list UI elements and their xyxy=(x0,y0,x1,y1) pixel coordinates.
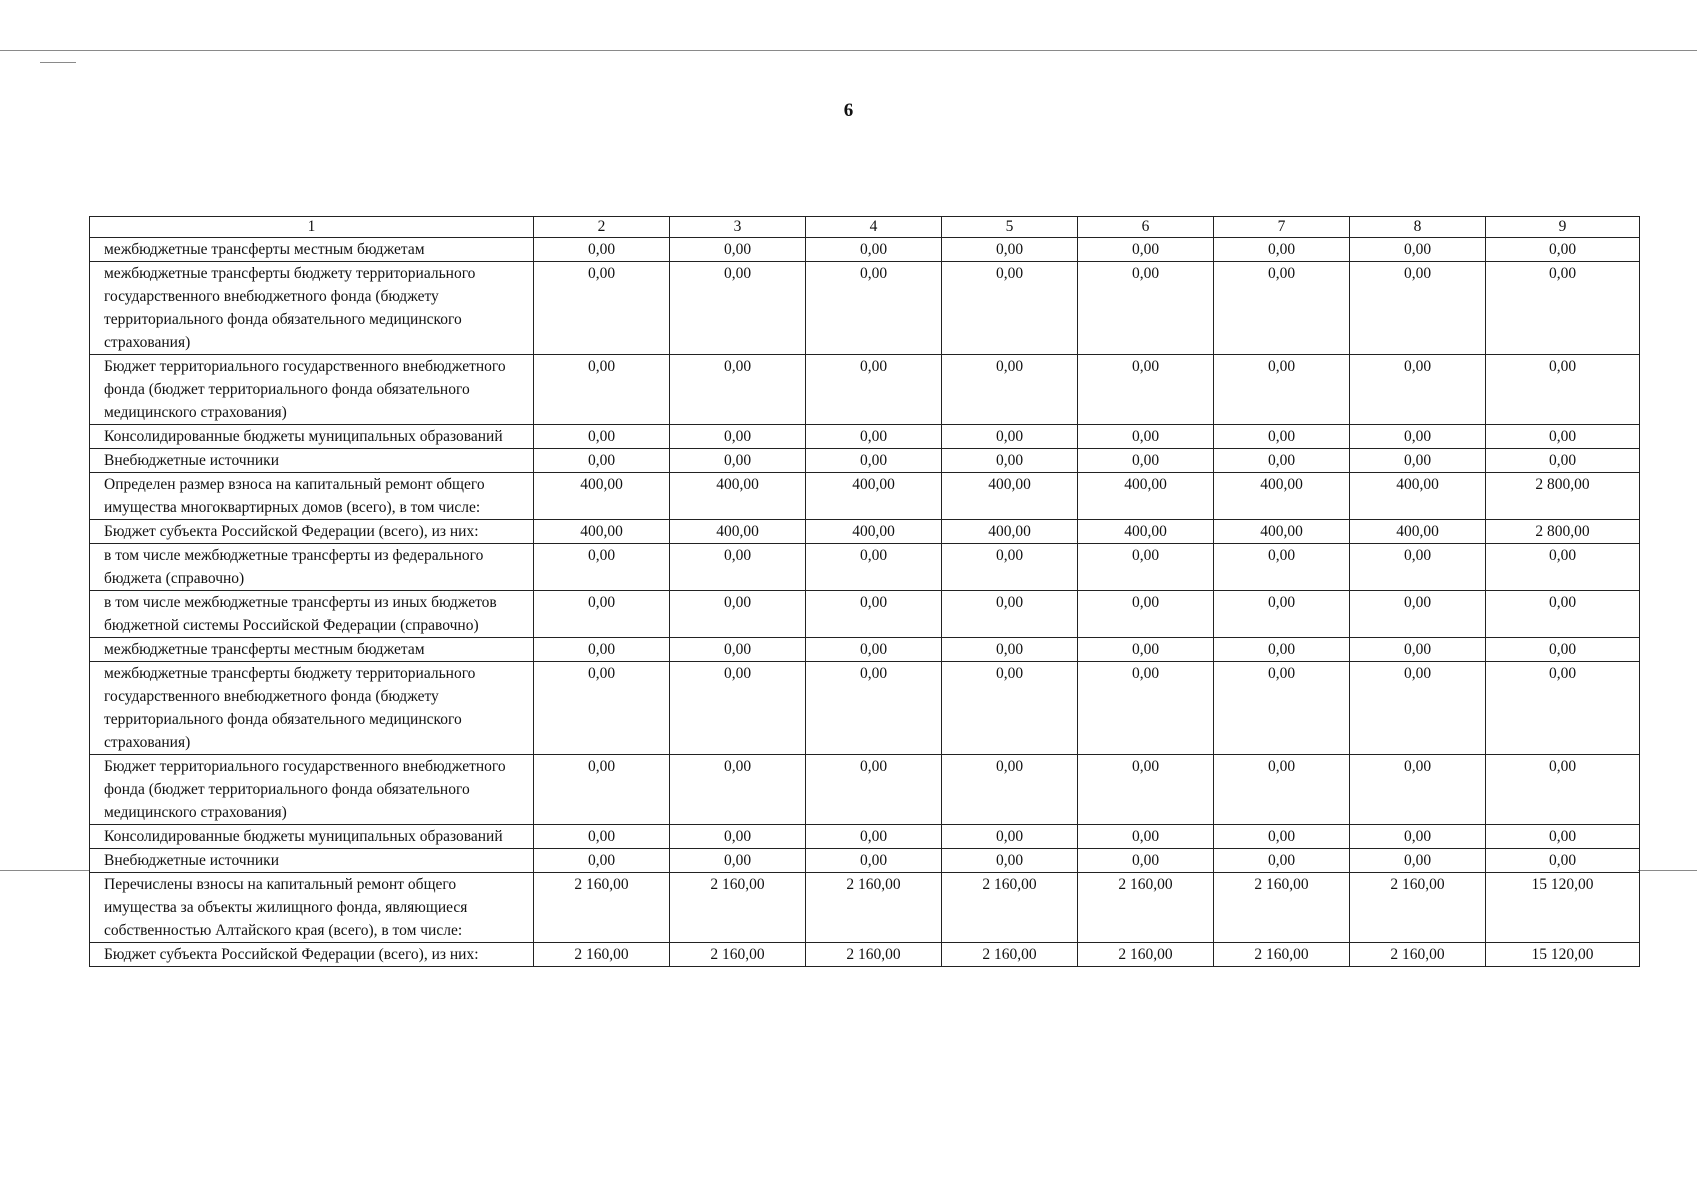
value-cell: 0,00 xyxy=(806,591,942,638)
value-cell: 0,00 xyxy=(1214,849,1350,873)
value-cell: 0,00 xyxy=(1350,849,1486,873)
table-row xyxy=(90,638,1640,662)
value-cell: 0,00 xyxy=(1078,544,1214,591)
value-cell: 0,00 xyxy=(942,638,1078,662)
value-cell: 2 800,00 xyxy=(1486,473,1640,520)
value-cell: 0,00 xyxy=(1350,262,1486,355)
value-cell: 0,00 xyxy=(1486,662,1640,755)
value-cell: 0,00 xyxy=(670,449,806,473)
scan-artifact-line xyxy=(0,870,90,871)
value-cell: 0,00 xyxy=(806,825,942,849)
value-cell: 2 160,00 xyxy=(806,943,942,967)
column-header: 5 xyxy=(942,217,1078,238)
row-label: Консолидированные бюджеты муниципальных образований xyxy=(90,425,534,449)
value-cell: 0,00 xyxy=(534,262,670,355)
row-label: межбюджетные трансферты местным бюджетам xyxy=(90,238,534,262)
value-cell: 0,00 xyxy=(1214,425,1350,449)
value-cell: 0,00 xyxy=(670,591,806,638)
value-cell: 0,00 xyxy=(942,544,1078,591)
header-row xyxy=(90,217,1640,238)
row-label: Внебюджетные источники xyxy=(90,449,534,473)
value-cell: 0,00 xyxy=(1486,638,1640,662)
value-cell: 0,00 xyxy=(1350,755,1486,825)
value-cell: 0,00 xyxy=(1486,262,1640,355)
table-row xyxy=(90,425,1640,449)
value-cell: 0,00 xyxy=(1214,238,1350,262)
value-cell: 2 160,00 xyxy=(534,873,670,943)
value-cell: 0,00 xyxy=(806,662,942,755)
value-cell: 400,00 xyxy=(806,473,942,520)
page-number: 6 xyxy=(843,100,854,121)
value-cell: 0,00 xyxy=(1214,544,1350,591)
value-cell: 400,00 xyxy=(534,520,670,544)
value-cell: 0,00 xyxy=(670,849,806,873)
value-cell: 0,00 xyxy=(670,544,806,591)
value-cell: 0,00 xyxy=(1486,755,1640,825)
value-cell: 0,00 xyxy=(670,755,806,825)
value-cell: 0,00 xyxy=(1214,755,1350,825)
value-cell: 0,00 xyxy=(1350,544,1486,591)
value-cell: 0,00 xyxy=(1350,825,1486,849)
table-row xyxy=(90,449,1640,473)
value-cell: 0,00 xyxy=(1486,544,1640,591)
value-cell: 0,00 xyxy=(1486,355,1640,425)
value-cell: 0,00 xyxy=(942,238,1078,262)
table-row xyxy=(90,520,1640,544)
row-label: межбюджетные трансферты бюджету территориального государственного внебюджетного фонда (бюджету территориального фонда обязательного медицинского страхования) xyxy=(90,262,534,355)
value-cell: 0,00 xyxy=(534,355,670,425)
value-cell: 400,00 xyxy=(806,520,942,544)
value-cell: 0,00 xyxy=(1078,425,1214,449)
value-cell: 2 160,00 xyxy=(1078,873,1214,943)
value-cell: 0,00 xyxy=(1214,262,1350,355)
value-cell: 0,00 xyxy=(534,638,670,662)
value-cell: 400,00 xyxy=(1078,473,1214,520)
row-label: Определен размер взноса на капитальный ремонт общего имущества многоквартирных домов (всего), в том числе: xyxy=(90,473,534,520)
value-cell: 0,00 xyxy=(1078,638,1214,662)
value-cell: 0,00 xyxy=(1078,662,1214,755)
value-cell: 2 160,00 xyxy=(1078,943,1214,967)
value-cell: 0,00 xyxy=(1486,238,1640,262)
column-header: 1 xyxy=(90,217,534,238)
value-cell: 0,00 xyxy=(534,238,670,262)
value-cell: 15 120,00 xyxy=(1486,873,1640,943)
value-cell: 0,00 xyxy=(1486,449,1640,473)
table-row xyxy=(90,755,1640,825)
table-row xyxy=(90,873,1640,943)
value-cell: 0,00 xyxy=(806,238,942,262)
value-cell: 400,00 xyxy=(670,520,806,544)
value-cell: 0,00 xyxy=(670,638,806,662)
value-cell: 0,00 xyxy=(670,425,806,449)
value-cell: 0,00 xyxy=(534,825,670,849)
row-label: в том числе межбюджетные трансферты из иных бюджетов бюджетной системы Российской Федерации (справочно) xyxy=(90,591,534,638)
value-cell: 0,00 xyxy=(1078,755,1214,825)
value-cell: 2 160,00 xyxy=(942,943,1078,967)
value-cell: 2 160,00 xyxy=(1214,943,1350,967)
value-cell: 0,00 xyxy=(1486,591,1640,638)
value-cell: 0,00 xyxy=(1214,825,1350,849)
value-cell: 0,00 xyxy=(670,825,806,849)
value-cell: 0,00 xyxy=(1486,849,1640,873)
value-cell: 0,00 xyxy=(806,544,942,591)
value-cell: 0,00 xyxy=(1486,425,1640,449)
value-cell: 0,00 xyxy=(1078,825,1214,849)
value-cell: 0,00 xyxy=(942,449,1078,473)
value-cell: 400,00 xyxy=(1214,473,1350,520)
row-label: межбюджетные трансферты местным бюджетам xyxy=(90,638,534,662)
value-cell: 0,00 xyxy=(1350,662,1486,755)
value-cell: 400,00 xyxy=(1214,520,1350,544)
value-cell: 0,00 xyxy=(942,425,1078,449)
column-header: 3 xyxy=(670,217,806,238)
table-row xyxy=(90,849,1640,873)
row-label: Консолидированные бюджеты муниципальных образований xyxy=(90,825,534,849)
value-cell: 0,00 xyxy=(806,355,942,425)
value-cell: 0,00 xyxy=(534,591,670,638)
value-cell: 0,00 xyxy=(1486,825,1640,849)
table-row xyxy=(90,473,1640,520)
value-cell: 0,00 xyxy=(1350,638,1486,662)
value-cell: 0,00 xyxy=(670,355,806,425)
value-cell: 0,00 xyxy=(534,662,670,755)
value-cell: 0,00 xyxy=(806,638,942,662)
value-cell: 0,00 xyxy=(1214,449,1350,473)
row-label: Бюджет субъекта Российской Федерации (всего), из них: xyxy=(90,943,534,967)
value-cell: 0,00 xyxy=(1350,449,1486,473)
scan-artifact-line xyxy=(40,62,76,63)
column-header: 4 xyxy=(806,217,942,238)
value-cell: 0,00 xyxy=(1078,591,1214,638)
row-label: Внебюджетные источники xyxy=(90,849,534,873)
value-cell: 0,00 xyxy=(942,591,1078,638)
budget-table xyxy=(89,216,1640,967)
value-cell: 0,00 xyxy=(806,449,942,473)
column-header: 8 xyxy=(1350,217,1486,238)
value-cell: 0,00 xyxy=(806,755,942,825)
value-cell: 15 120,00 xyxy=(1486,943,1640,967)
value-cell: 0,00 xyxy=(1214,591,1350,638)
value-cell: 0,00 xyxy=(670,262,806,355)
column-header: 6 xyxy=(1078,217,1214,238)
row-label: Бюджет субъекта Российской Федерации (всего), из них: xyxy=(90,520,534,544)
value-cell: 400,00 xyxy=(942,520,1078,544)
value-cell: 2 160,00 xyxy=(1350,943,1486,967)
value-cell: 0,00 xyxy=(1350,425,1486,449)
table-row xyxy=(90,662,1640,755)
table-row xyxy=(90,591,1640,638)
value-cell: 0,00 xyxy=(1350,238,1486,262)
value-cell: 400,00 xyxy=(534,473,670,520)
value-cell: 0,00 xyxy=(1078,262,1214,355)
table-row xyxy=(90,262,1640,355)
table-row xyxy=(90,544,1640,591)
value-cell: 0,00 xyxy=(1214,662,1350,755)
value-cell: 0,00 xyxy=(942,849,1078,873)
table-body xyxy=(90,238,1640,967)
scan-artifact-line xyxy=(1638,870,1697,871)
value-cell: 0,00 xyxy=(534,449,670,473)
value-cell: 400,00 xyxy=(1350,520,1486,544)
table-row xyxy=(90,355,1640,425)
value-cell: 0,00 xyxy=(942,825,1078,849)
value-cell: 0,00 xyxy=(534,849,670,873)
value-cell: 0,00 xyxy=(1214,638,1350,662)
column-header: 9 xyxy=(1486,217,1640,238)
value-cell: 400,00 xyxy=(1350,473,1486,520)
value-cell: 0,00 xyxy=(534,425,670,449)
value-cell: 2 160,00 xyxy=(534,943,670,967)
value-cell: 0,00 xyxy=(806,262,942,355)
value-cell: 0,00 xyxy=(942,262,1078,355)
value-cell: 0,00 xyxy=(534,755,670,825)
value-cell: 0,00 xyxy=(670,662,806,755)
table-row xyxy=(90,825,1640,849)
value-cell: 2 160,00 xyxy=(670,873,806,943)
value-cell: 400,00 xyxy=(670,473,806,520)
value-cell: 0,00 xyxy=(942,755,1078,825)
value-cell: 2 160,00 xyxy=(1214,873,1350,943)
value-cell: 0,00 xyxy=(670,238,806,262)
value-cell: 2 160,00 xyxy=(942,873,1078,943)
value-cell: 2 160,00 xyxy=(806,873,942,943)
row-label: в том числе межбюджетные трансферты из федерального бюджета (справочно) xyxy=(90,544,534,591)
value-cell: 0,00 xyxy=(1078,849,1214,873)
value-cell: 400,00 xyxy=(942,473,1078,520)
value-cell: 0,00 xyxy=(1350,591,1486,638)
row-label: межбюджетные трансферты бюджету территориального государственного внебюджетного фонда (бюджету территориального фонда обязательного медицинского страхования) xyxy=(90,662,534,755)
value-cell: 0,00 xyxy=(942,355,1078,425)
column-header: 2 xyxy=(534,217,670,238)
value-cell: 0,00 xyxy=(1350,355,1486,425)
column-header: 7 xyxy=(1214,217,1350,238)
scan-artifact-line xyxy=(0,50,1697,51)
value-cell: 2 800,00 xyxy=(1486,520,1640,544)
row-label: Бюджет территориального государственного внебюджетного фонда (бюджет территориального фонда обязательного медицинского страхования) xyxy=(90,755,534,825)
value-cell: 0,00 xyxy=(534,544,670,591)
value-cell: 2 160,00 xyxy=(670,943,806,967)
value-cell: 400,00 xyxy=(1078,520,1214,544)
value-cell: 0,00 xyxy=(806,425,942,449)
row-label: Бюджет территориального государственного внебюджетного фонда (бюджет территориального фонда обязательного медицинского страхования) xyxy=(90,355,534,425)
value-cell: 0,00 xyxy=(942,662,1078,755)
value-cell: 0,00 xyxy=(1078,449,1214,473)
value-cell: 0,00 xyxy=(1078,355,1214,425)
value-cell: 0,00 xyxy=(806,849,942,873)
row-label: Перечислены взносы на капитальный ремонт общего имущества за объекты жилищного фонда, являющиеся собственностью Алтайского края (всего), в том числе: xyxy=(90,873,534,943)
value-cell: 0,00 xyxy=(1214,355,1350,425)
table-row xyxy=(90,943,1640,967)
value-cell: 0,00 xyxy=(1078,238,1214,262)
table-row xyxy=(90,238,1640,262)
value-cell: 2 160,00 xyxy=(1350,873,1486,943)
